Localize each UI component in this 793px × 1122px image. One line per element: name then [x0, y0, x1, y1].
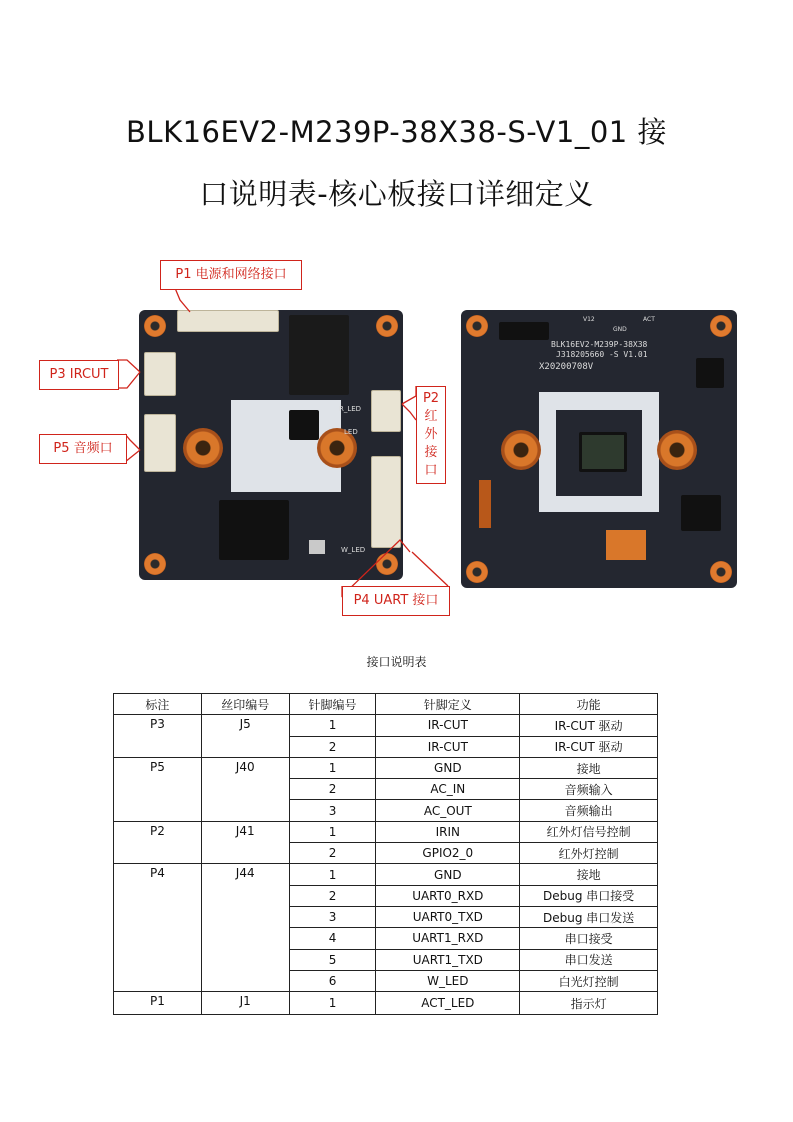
- cell-function: 串口发送: [520, 949, 658, 970]
- cell-pin-definition: ACT_LED: [376, 992, 520, 1015]
- regulator-chip: [499, 322, 549, 340]
- board-front-photo: [139, 310, 403, 580]
- cell-silk-number: J44: [201, 864, 289, 992]
- mount-hole: [376, 553, 398, 575]
- silk-board-name: BLK16EV2-M239P-38X38: [551, 340, 648, 349]
- cell-label: P1: [114, 992, 202, 1015]
- mount-hole: [710, 315, 732, 337]
- header-function: 功能: [520, 694, 658, 715]
- cell-function: Debug 串口接受: [520, 885, 658, 906]
- lens-mount-hole: [501, 430, 541, 470]
- mount-hole: [144, 315, 166, 337]
- header-pin-definition: 针脚定义: [376, 694, 520, 715]
- cell-label: P2: [114, 821, 202, 864]
- cell-function: 红外灯控制: [520, 843, 658, 864]
- ic-chip: [289, 410, 319, 440]
- mount-hole: [710, 561, 732, 583]
- cell-pin-definition: UART1_RXD: [376, 928, 520, 949]
- callout-p4-uart: P4 UART 接口: [342, 586, 450, 616]
- image-sensor: [579, 432, 627, 472]
- silk-date-code: X20200708V: [539, 362, 594, 372]
- mount-hole: [466, 315, 488, 337]
- silk-w-led: W_LED: [341, 546, 366, 554]
- cell-silk-number: J5: [201, 715, 289, 758]
- cell-function: 白光灯控制: [520, 970, 658, 991]
- lens-mount-hole: [183, 428, 223, 468]
- table-header-row: [114, 694, 658, 715]
- callout-p2-char: 红: [424, 409, 438, 424]
- cell-silk-number: J40: [201, 757, 289, 821]
- cell-function: 红外灯信号控制: [520, 821, 658, 842]
- cell-function: IR-CUT 驱动: [520, 715, 658, 736]
- callout-p2-char: 口: [424, 463, 438, 478]
- soc-chip: [219, 500, 289, 560]
- cell-pin-number: 3: [289, 906, 376, 927]
- cell-pin-number: 5: [289, 949, 376, 970]
- callout-p2-char: P2: [422, 391, 440, 406]
- cell-pin-number: 2: [289, 885, 376, 906]
- connector-p5: [144, 414, 176, 472]
- connector-p4: [371, 456, 401, 548]
- cell-label: P3: [114, 715, 202, 758]
- cell-silk-number: J1: [201, 992, 289, 1015]
- cell-function: Debug 串口发送: [520, 906, 658, 927]
- cell-function: 音频输出: [520, 800, 658, 821]
- cell-pin-number: 1: [289, 715, 376, 736]
- silk-led: LED: [344, 428, 358, 436]
- cell-pin-number: 1: [289, 992, 376, 1015]
- table-row: [114, 864, 658, 885]
- callout-p2-char: 外: [424, 427, 438, 442]
- document-title-line2: 口说明表-核心板接口详细定义: [199, 177, 594, 211]
- cell-pin-number: 1: [289, 864, 376, 885]
- cell-pin-definition: UART0_RXD: [376, 885, 520, 906]
- mount-hole: [466, 561, 488, 583]
- cell-silk-number: J41: [201, 821, 289, 864]
- silk-board-rev: J318205660 -S V1.01: [556, 350, 648, 359]
- header-pin-number: 针脚编号: [289, 694, 376, 715]
- cell-function: 接地: [520, 757, 658, 778]
- cell-pin-definition: AC_IN: [376, 779, 520, 800]
- cell-pin-number: 2: [289, 843, 376, 864]
- cell-pin-number: 1: [289, 757, 376, 778]
- ic-chip: [696, 358, 724, 388]
- cell-pin-number: 2: [289, 779, 376, 800]
- cell-pin-number: 3: [289, 800, 376, 821]
- lens-mount-hole: [657, 430, 697, 470]
- smd-component: [309, 540, 325, 554]
- cell-function: 音频输入: [520, 779, 658, 800]
- cell-pin-definition: GND: [376, 757, 520, 778]
- test-pads: [479, 480, 491, 528]
- silk-r-led: R_LED: [339, 405, 362, 413]
- mount-hole: [144, 553, 166, 575]
- connector-p3: [144, 352, 176, 396]
- cell-pin-definition: W_LED: [376, 970, 520, 991]
- silk-v12: V12: [583, 316, 595, 323]
- table-body: [114, 715, 658, 1015]
- table-row: [114, 821, 658, 842]
- cell-pin-number: 1: [289, 821, 376, 842]
- copper-pad: [606, 530, 646, 560]
- cell-pin-definition: GND: [376, 864, 520, 885]
- table-row: [114, 992, 658, 1015]
- cell-label: P4: [114, 864, 202, 992]
- cell-pin-number: 6: [289, 970, 376, 991]
- callout-p1-power-network: P1 电源和网络接口: [160, 260, 302, 290]
- callout-p3-ircut: P3 IRCUT: [39, 360, 119, 390]
- callout-p2-infrared: [416, 386, 446, 484]
- table-row: [114, 757, 658, 778]
- table-caption: 接口说明表: [366, 655, 427, 669]
- document-title-line1: BLK16EV2-M239P-38X38-S-V1_01 接: [126, 115, 667, 149]
- cell-pin-definition: UART0_TXD: [376, 906, 520, 927]
- header-label: 标注: [114, 694, 202, 715]
- cell-pin-definition: IR-CUT: [376, 715, 520, 736]
- cell-pin-definition: IRIN: [376, 821, 520, 842]
- cell-pin-definition: AC_OUT: [376, 800, 520, 821]
- callout-p5-audio: P5 音频口: [39, 434, 127, 464]
- connector-p1: [177, 310, 279, 332]
- network-transformer: [289, 315, 349, 395]
- cell-function: 指示灯: [520, 992, 658, 1015]
- cell-pin-definition: IR-CUT: [376, 736, 520, 757]
- pin-definition-table: [113, 693, 658, 1015]
- connector-p2: [371, 390, 401, 432]
- cell-pin-number: 4: [289, 928, 376, 949]
- header-silk-number: 丝印编号: [201, 694, 289, 715]
- board-back-photo: [461, 310, 737, 588]
- callout-p2-char: 接: [424, 445, 438, 460]
- cell-label: P5: [114, 757, 202, 821]
- flash-chip: [681, 495, 721, 531]
- silk-gnd: GND: [613, 326, 627, 333]
- mount-hole: [376, 315, 398, 337]
- cell-function: 接地: [520, 864, 658, 885]
- cell-pin-definition: GPIO2_0: [376, 843, 520, 864]
- cell-function: 串口接受: [520, 928, 658, 949]
- table-row: [114, 715, 658, 736]
- silk-act: ACT: [643, 316, 655, 323]
- cell-pin-definition: UART1_TXD: [376, 949, 520, 970]
- cell-pin-number: 2: [289, 736, 376, 757]
- cell-function: IR-CUT 驱动: [520, 736, 658, 757]
